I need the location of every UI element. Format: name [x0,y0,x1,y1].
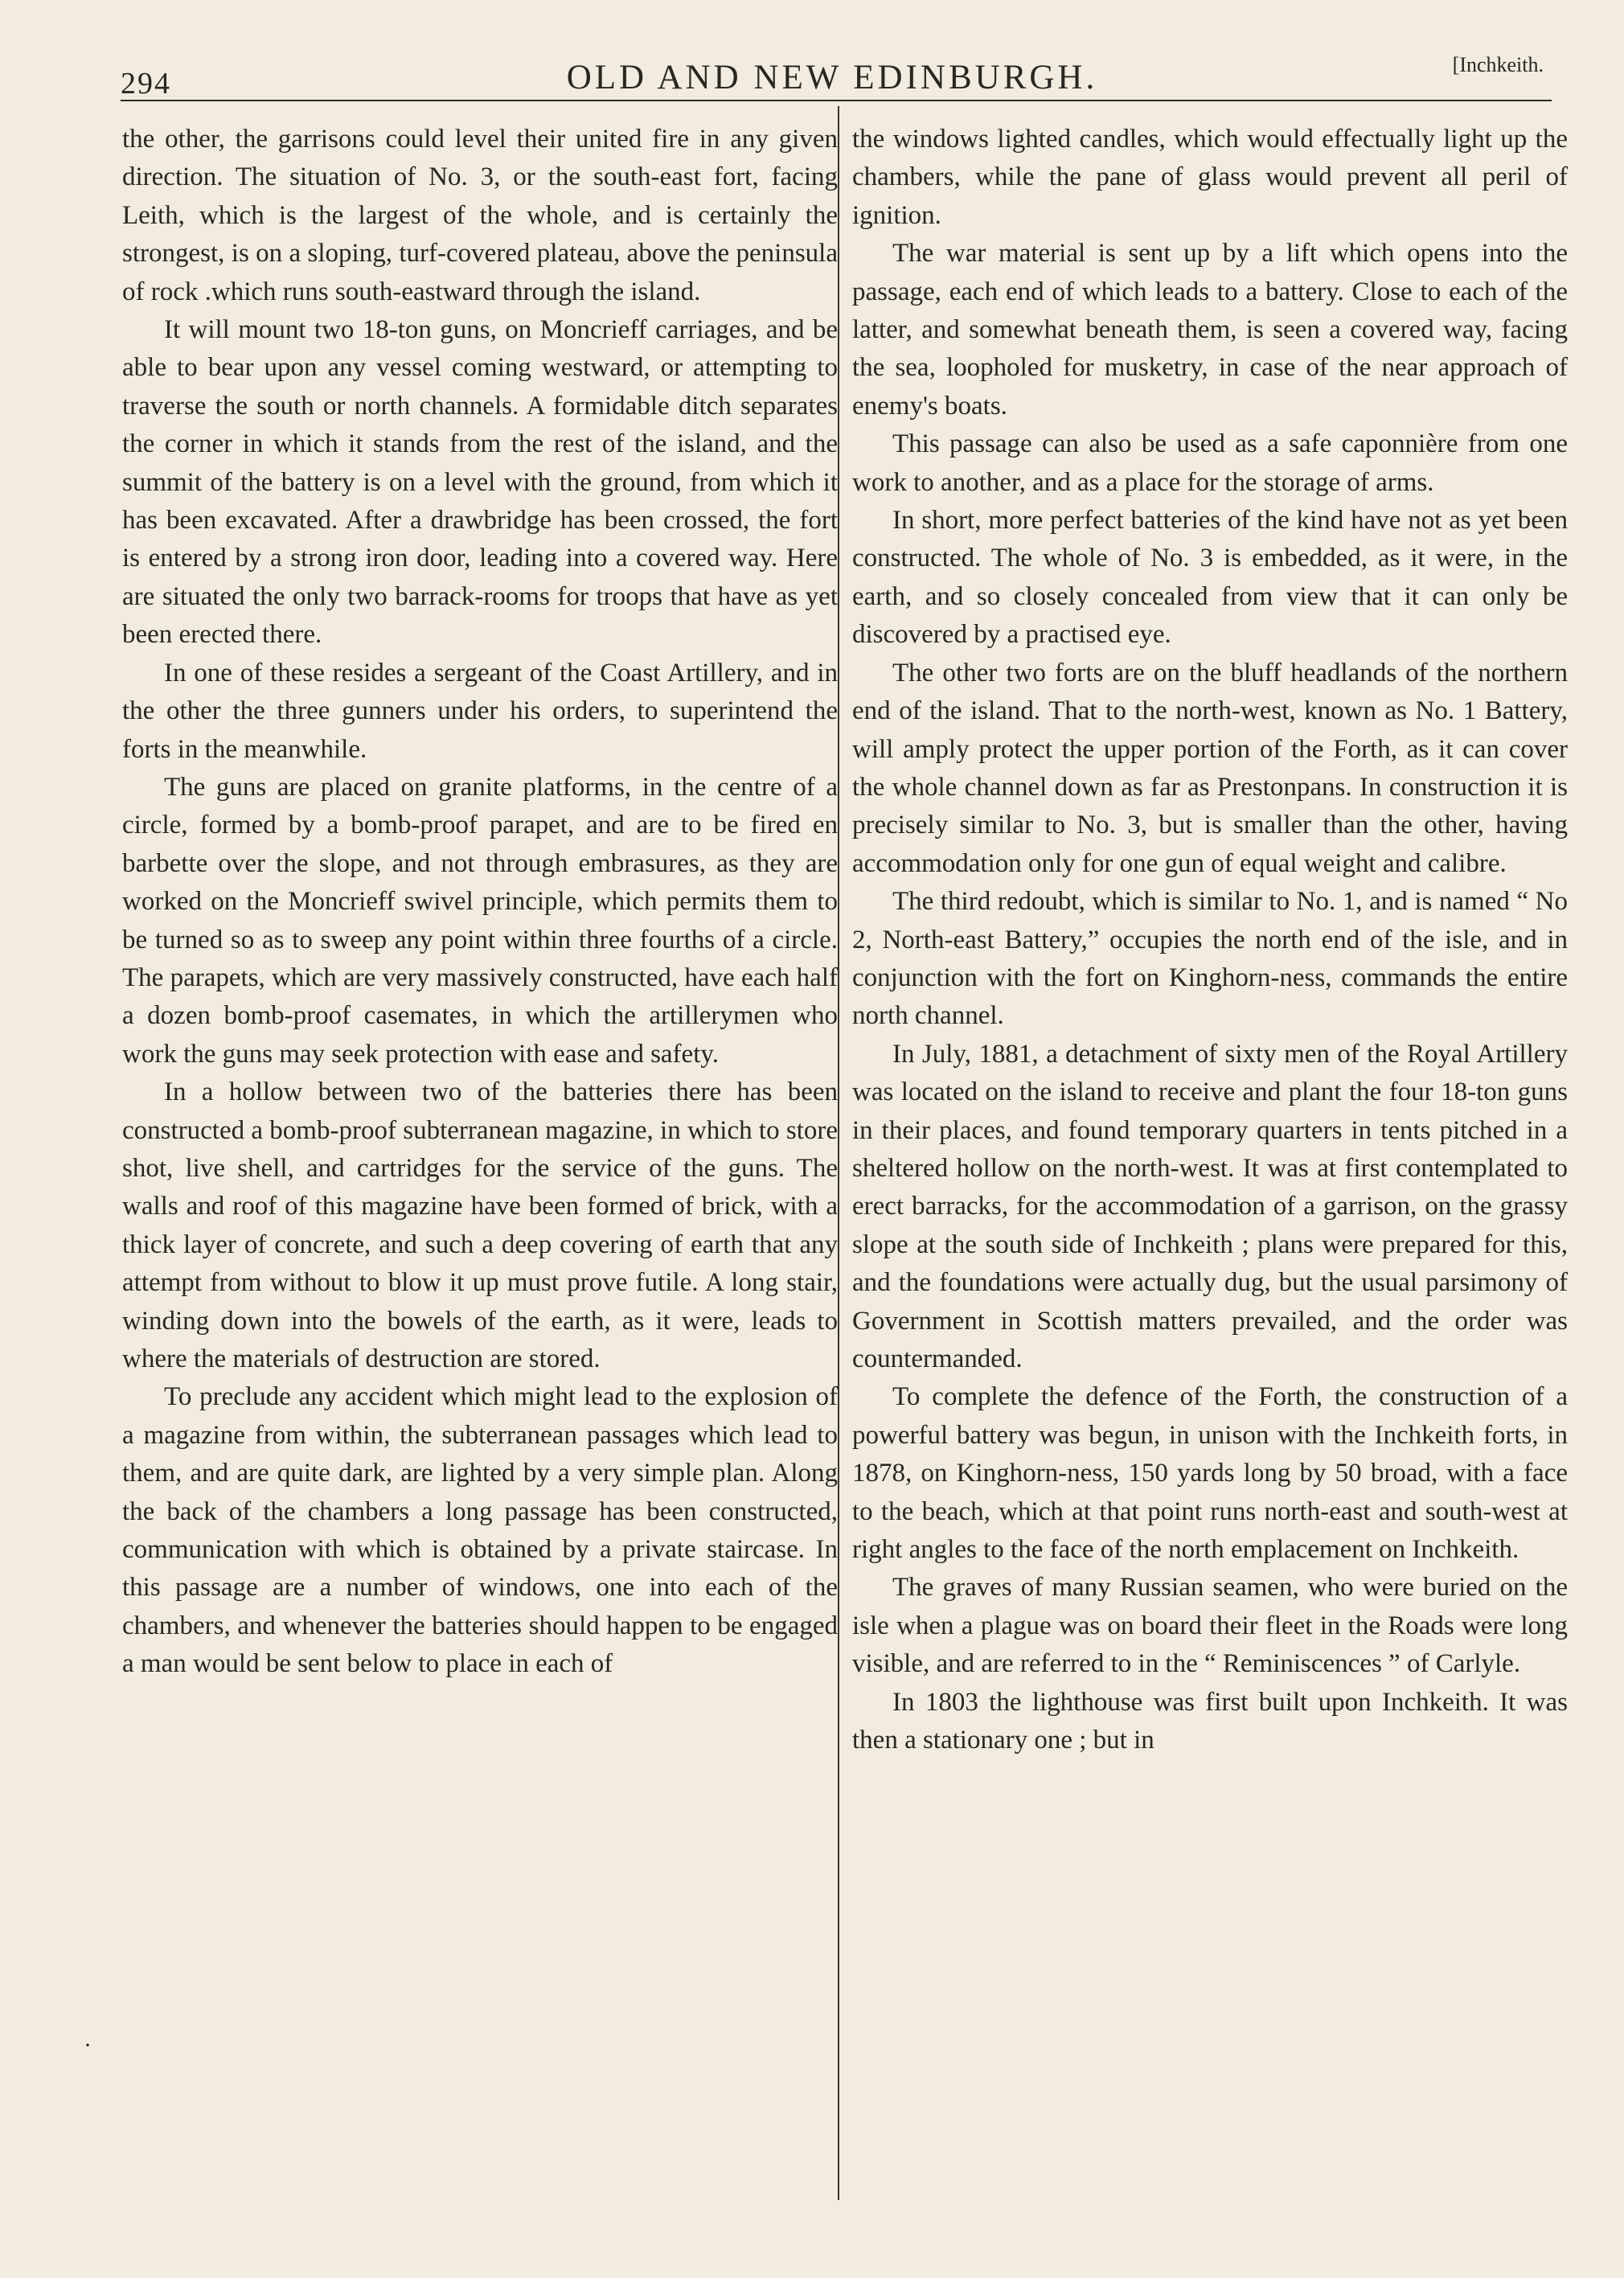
paragraph: The other two forts are on the bluff headlands of the northern end of the island. That to the north-west, known as No. 1 Battery, will amply protect the upper portion of the Forth, as it can cover the whole channel down as far as Prestonpans. In construction it is precisely similar to No. 3, but is smaller than the other, having accommodation only for one gun of equal weight and calibre. [852,658,1568,878]
paragraph: the windows lighted candles, which would effectually light up the chambers, while the pane of glass would prevent all peril of ignition. [852,125,1568,230]
paragraph: The third redoubt, which is similar to No. 1, and is named “ No 2, North-east Battery,” occupies the north end of the isle, and in conjunction with the fort on Kinghorn-ness, commands the entire north channel. [852,887,1568,1031]
paragraph: It will mount two 18-ton guns, on Moncrieff carriages, and be able to bear upon any vessel coming westward, or attempting to traverse the south or north channels. A formidable ditch separates the corner in which it stands from the rest of the island, and the summit of the battery is on a level with the ground, from which it has been excavated. After a drawbridge has been crossed, the fort is entered by a strong iron door, leading into a covered way. Here are situated the only two barrack-rooms for troops that have as yet been erected there. [122,315,838,650]
page-header [121,50,1544,101]
paragraph: This passage can also be used as a safe caponnière from one work to another, and as a place for the storage of arms. [852,429,1568,497]
paragraph: The graves of many Russian seamen, who were buried on the isle when a plague was on board their fleet in the Roads were long visible, and are referred to in the “ Reminiscences ” of Carlyle. [852,1573,1568,1679]
paragraph: In July, 1881, a detachment of sixty men of the Royal Artillery was located on the island to receive and plant the four 18-ton guns in their places, and found temporary quarters in tents pitched in a sheltered hollow on the north-west. It was at first contemplated to erect barracks, for the accommodation of a garrison, on the grassy slope at the south side of Inchkeith ; plans were prepared for this, and the foundations were actually dug, but the usual parsimony of Government in Scottish matters prevailed, and the order was countermanded. [852,1039,1568,1373]
section-marker: [Inchkeith. [1452,53,1544,76]
running-title: OLD AND NEW EDINBURGH. [566,59,1098,96]
right-column [852,121,1568,2211]
paragraph: In one of these resides a sergeant of the Coast Artillery, and in the other the three gunners under his orders, to superintend the forts in the meanwhile. [122,658,838,764]
paragraph: To complete the defence of the Forth, the construction of a powerful battery was begun, in unison with the Inchkeith forts, in 1878, on Kinghorn-ness, 150 yards long by 50 broad, with a face to the beach, which at that point runs north-east and south-west at right angles to the face of the north emplacement on Inchkeith. [852,1382,1568,1565]
paragraph: In short, more perfect batteries of the kind have not as yet been constructed. The whole of No. 3 is embedded, as it were, in the earth, and so closely concealed from view that it can only be discovered by a practised eye. [852,506,1568,650]
left-column [122,121,838,2211]
paragraph: In 1803 the lighthouse was first built upon Inchkeith. It was then a stationary one ; but in [852,1687,1568,1755]
paragraph: The war material is sent up by a lift which opens into the passage, each end of which leads to a battery. Close to each of the latter, and somewhat beneath them, is seen a covered way, facing the sea, loopholed for musketry, in case of the near approach of enemy's boats. [852,239,1568,421]
margin-mark: · [84,2032,92,2058]
page-number: 294 [121,67,171,101]
paragraph: the other, the garrisons could level their united fire in any given direction. The situation of No. 3, or the south-east fort, facing Leith, which is the largest of the whole, and is certainly the strongest, is on a sloping, turf-covered plateau, above the peninsula of rock .which runs south-eastward through the island. [122,125,838,306]
paragraph: To preclude any accident which might lead to the explosion of a magazine from within, the subterranean passages which lead to them, and are quite dark, are lighted by a very simple plan. Along the back of the chambers a long passage has been constructed, communication with which is obtained by a private staircase. In this passage are a number of windows, one into each of the chambers, and whenever the batteries should happen to be engaged a man would be sent below to place in each of [122,1382,838,1679]
paragraph: In a hollow between two of the batteries there has been constructed a bomb-proof subterranean magazine, in which to store shot, live shell, and cartridges for the service of the guns. The walls and roof of this magazine have been formed of brick, with a thick layer of concrete, and such a deep covering of earth that any attempt from without to blow it up must prove futile. A long stair, winding down into the bowels of the earth, as it were, leads to where the materials of destruction are stored. [122,1077,838,1373]
header-rule [121,100,1552,101]
paragraph: The guns are placed on granite platforms, in the centre of a circle, formed by a bomb-proof parapet, and are to be fired en barbette over the slope, and not through embrasures, as they are worked on the Moncrieff swivel principle, which permits them to be turned so as to sweep any point within three fourths of a circle. The parapets, which are very massively constructed, have each half a dozen bomb-proof casemates, in which the artillerymen who work the guns may seek protection with ease and safety. [122,772,838,1069]
column-divider [838,106,839,2200]
